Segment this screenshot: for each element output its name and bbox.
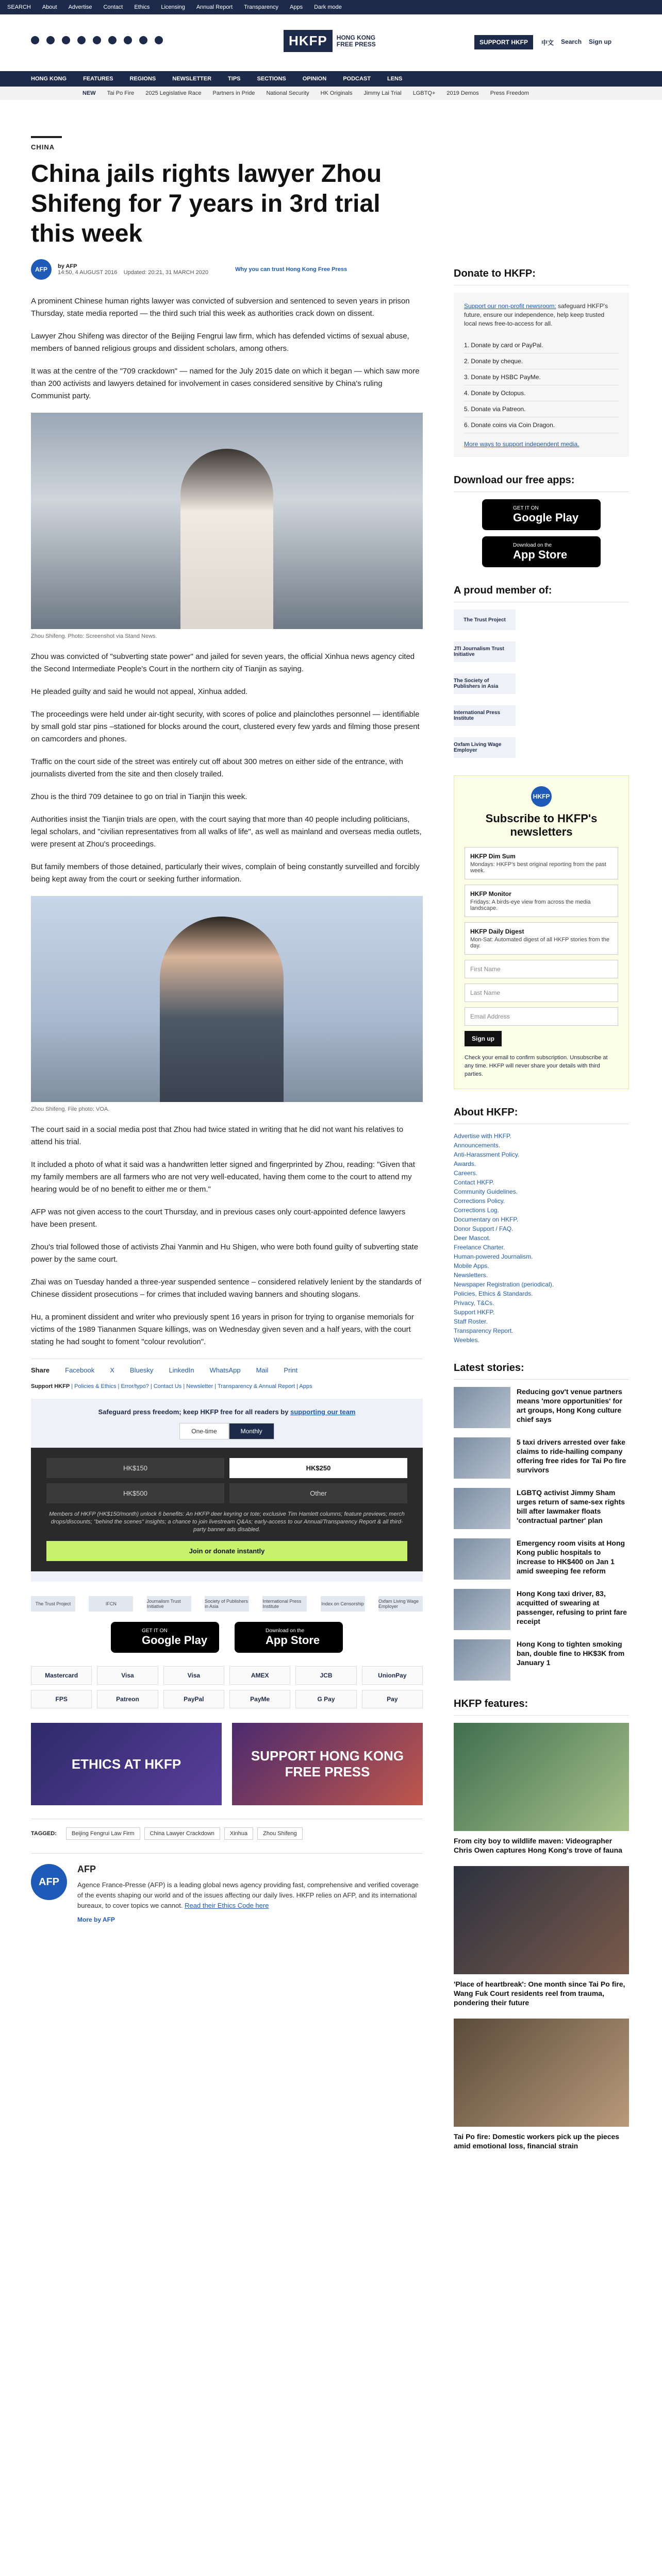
story-thumbnail (454, 1639, 510, 1681)
sign-up-button[interactable]: Sign up (465, 1031, 502, 1046)
article-body (31, 295, 423, 1348)
transparency-link[interactable]: Transparency & Annual Report (218, 1383, 295, 1389)
site-header (0, 14, 662, 71)
paragraph: Zhai was on Tuesday handed a three-year suspended sentence – considered relatively lenient by the standards of Chinese dissident prosecutions – for crimes that included waving banners and shouting slogans. (31, 1278, 422, 1299)
about-list (454, 1131, 629, 1345)
about-link[interactable]: Donor Support / FAQ. (454, 1225, 514, 1232)
article-photo (31, 896, 423, 1102)
support-promo[interactable]: SUPPORT HONG KONG FREE PRESS (232, 1723, 423, 1805)
new-label: NEW (82, 90, 96, 96)
sidebar-donate-intro (464, 302, 619, 328)
tag-link[interactable]: Zhou Shifeng (257, 1827, 302, 1840)
paragraph: Lawyer Zhou Shifeng was director of the Beijing Fengrui law firm, which has defended victims of sexual abuse, members of banned religious groups and dissident scholars, among others. (31, 332, 409, 353)
email-field[interactable]: Email Address (465, 1007, 618, 1026)
feature-image[interactable] (454, 1866, 629, 1974)
paragraph: The proceedings were held under air-tight security, with scores of police and plainclothes personnel — identifiable by small gold star pins –stationed for blocks around the court, clustered every few yards and filming those present on camcorders and phones. (31, 710, 420, 743)
paragraph: Zhou is the third 709 detainee to go on trial in Tianjin this week. (31, 792, 247, 801)
trending-link[interactable]: 2019 Demos (446, 90, 479, 96)
nav-item-regions[interactable]: REGIONS (129, 76, 156, 82)
amount-option[interactable]: HK$150 (46, 1458, 224, 1478)
app-store-small: Download on the (513, 542, 552, 548)
photo-caption: Zhou Shifeng. File photo: VOA. (31, 1106, 110, 1112)
social-icons (31, 36, 163, 44)
share-x-button[interactable]: X (110, 1366, 114, 1374)
google-pay-icon: G Pay (295, 1690, 356, 1708)
sidebar-latest-title: Latest stories: (454, 1362, 629, 1380)
trending-link[interactable]: Jimmy Lai Trial (363, 90, 402, 96)
logo-mark: HKFP (284, 30, 333, 52)
about-link[interactable]: Announcements. (454, 1142, 501, 1149)
about-link[interactable]: Newsletters. (454, 1272, 488, 1279)
newsletter-option-desc: Mondays: HKFP's best original reporting from the past week. (470, 861, 606, 874)
paragraph: It included a photo of what it said was a handwritten letter signed and fingerprinted by Zhou, reading: "Given that my family members are all farmers who are not very well-educated, having them come to the court to attend my hearing would be of no benefit to either me or them." (31, 1160, 415, 1194)
tag-link[interactable]: Beijing Fengrui Law Firm (66, 1827, 140, 1840)
paragraph: Zhou's trial followed those of activists Zhai Yanmin and Hu Shigen, who were both found guilty of subverting state power by the same court. (31, 1243, 419, 1264)
topbar-link-about[interactable]: About (42, 4, 57, 10)
author-box-bio (77, 1880, 423, 1911)
app-store-large: App Store (266, 1633, 320, 1647)
about-link[interactable]: Newspaper Registration (periodical). (454, 1281, 554, 1288)
features-list (454, 1723, 629, 2150)
newsletter-option-name: HKFP Daily Digest (470, 928, 524, 935)
about-link[interactable]: Support HKFP. (454, 1309, 495, 1316)
membership-benefits: Members of HKFP (HK$150/month) unlock 6 benefits: An HKFP deer keyring or tote; exclusive Tim Hamlett columns; feature previews; merch drops/discounts; "behind the scenes" insights; a chance to join livestream Q&As; early-access to our Annual/Transparency Report & all third-party banner ads disabled. (49, 1511, 405, 1533)
donate-option[interactable]: 6. Donate coins via Coin Dragon. (464, 417, 619, 433)
latest-story[interactable] (454, 1538, 629, 1580)
story-title: Hong Kong to tighten smoking ban, double fine to HK$3K from January 1 (517, 1640, 625, 1667)
apps-link[interactable]: Apps (299, 1383, 312, 1389)
amount-option[interactable]: HK$250 (229, 1458, 407, 1478)
header-right-links (541, 38, 611, 47)
donate-option[interactable]: 4. Donate by Octopus. (464, 385, 619, 401)
latest-story[interactable] (454, 1488, 629, 1529)
partner-logo[interactable]: Oxfam Living Wage Employer (378, 1596, 423, 1612)
photo-caption: Zhou Shifeng. Photo: Screenshot via Stand News. (31, 633, 157, 639)
linkedin-icon[interactable] (108, 36, 117, 44)
topbar-link-licensing[interactable]: Licensing (161, 4, 185, 10)
trending-link[interactable]: Tai Po Fire (107, 90, 135, 96)
partner-logo[interactable]: Society of Publishers in Asia (205, 1596, 249, 1612)
member-logo[interactable]: Oxfam Living Wage Employer (454, 737, 516, 758)
nav-item-opinion[interactable]: OPINION (302, 76, 327, 82)
newsletter-badge: HKFP (531, 786, 552, 807)
sidebar-features-title: HKFP features: (454, 1698, 629, 1716)
trending-link[interactable]: Press Freedom (490, 90, 529, 96)
partner-logos (31, 1596, 423, 1612)
apple-pay-icon: Pay (362, 1690, 423, 1708)
newsletter-title: Subscribe to HKFP's newsletters (485, 812, 598, 838)
sidebar-donate-intro-link[interactable]: Support our non-profit newsroom: (464, 302, 556, 310)
paragraph: He pleaded guilty and said he would not appeal, Xinhua added. (31, 687, 248, 696)
last-name-field[interactable]: Last Name (465, 984, 618, 1002)
author-bio-text: Agence France-Presse (AFP) is a leading global news agency providing fast, comprehensive and verified coverage of the events shaping our world and of the issues affecting our daily lives. HKFP relies on AFP, and its international bureaux, to cover topics we cannot. (77, 1881, 419, 1909)
story-title: Hong Kong taxi driver, 83, acquitted of swearing at passenger, refusing to print fare receipt (517, 1589, 627, 1625)
donate-option[interactable]: 3. Donate by HSBC PayMe. (464, 369, 619, 385)
newsletter-link[interactable]: Newsletter (186, 1383, 213, 1389)
about-link[interactable]: Privacy, T&Cs. (454, 1299, 494, 1307)
topbar-link-advertise[interactable]: Advertise (68, 4, 92, 10)
trending-bar (0, 87, 662, 100)
feature-image[interactable] (454, 2019, 629, 2127)
about-link[interactable]: Mobile Apps. (454, 1262, 489, 1269)
share-whatsapp-button[interactable]: WhatsApp (209, 1366, 241, 1374)
more-ways-link[interactable]: More ways to support independent media. (464, 440, 580, 448)
app-store-buttons (31, 1622, 423, 1653)
error-typo-link[interactable]: Error/typo? (121, 1383, 149, 1389)
logo-line-2: FREE PRESS (336, 40, 376, 48)
photo-subject (160, 917, 284, 1102)
share-linkedin-button[interactable]: LinkedIn (169, 1366, 194, 1374)
member-logo[interactable]: The Society of Publishers in Asia (454, 673, 516, 694)
category-rule (31, 136, 62, 138)
nav-item-hong-kong[interactable]: HONG KONG (31, 76, 67, 82)
latest-story[interactable] (454, 1437, 629, 1479)
mastercard-icon: Mastercard (31, 1666, 92, 1685)
sidebar-donate-intro-text: safeguard HKFP's future, ensure our independence, help keep trusted local news free-to-access for all. (464, 302, 608, 327)
feature-title[interactable]: From city boy to wildlife maven: Videographer Chris Owen captures Hong Kong's trove of fauna (454, 1837, 622, 1854)
threads-icon[interactable] (77, 36, 86, 44)
telegram-icon[interactable] (124, 36, 132, 44)
newsletter-option[interactable] (465, 885, 618, 917)
updated-date: Updated: 20:21, 31 MARCH 2020 (123, 269, 209, 276)
paragraph: But family members of those detained, particularly their wives, complain of being constantly surveilled and forcibly being kept away from the court or seeking further information. (31, 862, 420, 884)
nav-item-podcast[interactable]: PODCAST (343, 76, 371, 82)
newsletter-option[interactable] (465, 847, 618, 879)
paypal-icon: PayPal (163, 1690, 224, 1708)
story-thumbnail (454, 1589, 510, 1630)
about-link[interactable]: Careers. (454, 1170, 478, 1177)
payme-icon: PayMe (229, 1690, 290, 1708)
member-logo[interactable]: JTI Journalism Trust Initiative (454, 641, 516, 662)
sidebar (454, 268, 629, 2162)
donate-banner-link[interactable]: supporting our team (290, 1408, 356, 1416)
about-link[interactable]: Human-powered Journalism. (454, 1253, 533, 1260)
story-title: LGBTQ activist Jimmy Sham urges return of same-sex rights bill after lawmaker floats 'contractual partner' plan (517, 1488, 625, 1524)
app-store-large: App Store (513, 548, 568, 561)
main-nav (0, 71, 662, 87)
paragraph: A prominent Chinese human rights lawyer was convicted of subversion and sentenced to seven years in prison Thursday, state media reported — the third such trial this week as authorities crack down on dissent. (31, 297, 410, 318)
about-link[interactable]: Freelance Charter. (454, 1244, 505, 1251)
about-link[interactable]: Weebles. (454, 1336, 479, 1344)
share-print-button[interactable]: Print (284, 1366, 298, 1374)
about-link[interactable]: Policies, Ethics & Standards. (454, 1290, 533, 1297)
paragraph: Traffic on the court side of the street was entirely cut off about 300 metres on either side of the entrance, with journalists diverted from the site and then closely trailed. (31, 757, 403, 778)
share-bluesky-button[interactable]: Bluesky (129, 1366, 154, 1374)
paragraph: The court said in a social media post that Zhou had twice stated in writing that he did not want his relatives to attend his trial. (31, 1125, 404, 1146)
google-play-large: Google Play (513, 511, 579, 524)
google-play-small: GET IT ON (513, 505, 539, 511)
amount-option[interactable]: Other (229, 1483, 407, 1503)
about-link[interactable]: Documentary on HKFP. (454, 1216, 519, 1223)
amount-option[interactable]: HK$500 (46, 1483, 224, 1503)
tab-one-time[interactable]: One-time (179, 1423, 228, 1439)
visa-icon: Visa (97, 1666, 158, 1685)
google-play-large: Google Play (142, 1633, 208, 1647)
share-facebook-button[interactable]: Facebook (65, 1366, 95, 1374)
more-by-author-link[interactable]: More by AFP (77, 1916, 115, 1923)
google-play-button[interactable] (111, 1622, 219, 1653)
ethics-promo[interactable]: ETHICS AT HKFP (31, 1723, 222, 1805)
member-logos (454, 609, 629, 758)
story-thumbnail (454, 1387, 510, 1428)
sidebar-donate (454, 293, 629, 457)
trust-link[interactable]: Why you can trust Hong Kong Free Press (235, 266, 347, 273)
author-box-avatar[interactable]: AFP (31, 1864, 67, 1900)
newsletter-option-desc: Mon-Sat: Automated digest of all HKFP stories from the day. (470, 937, 610, 949)
photo-subject (180, 449, 273, 629)
partner-logo[interactable]: Journalism Trust Initiative (147, 1596, 191, 1612)
patreon-icon: Patreon (97, 1690, 158, 1708)
author-ethics-link[interactable]: Read their Ethics Code here (185, 1902, 269, 1909)
author-avatar[interactable]: AFP (31, 259, 52, 280)
donate-option[interactable]: 2. Donate by cheque. (464, 353, 619, 369)
promo-banners (31, 1723, 423, 1805)
about-link[interactable]: Anti-Harassment Policy. (454, 1151, 520, 1158)
paragraph: Hu, a prominent dissident and writer who previously spent 16 years in prison for trying to organise memorials for victims of the 1989 Tiananmen Square killings, was on Wednesday given seven and a half years, with the court stating he had sought to foment "colour revolution". (31, 1313, 414, 1346)
nav-item-tips[interactable]: TIPS (228, 76, 241, 82)
article-title: China jails rights lawyer Zhou Shifeng for 7 years in 3rd trial this week (31, 160, 382, 247)
feature-image[interactable] (454, 1723, 629, 1831)
google-play-button[interactable] (482, 499, 601, 530)
nav-item-lens[interactable]: LENS (387, 76, 403, 82)
search-icon[interactable]: Search (561, 38, 582, 45)
topbar-link-search[interactable]: SEARCH (7, 4, 31, 10)
feature-title[interactable]: 'Place of heartbreak': One month since Tai Po fire, Wang Fuk Court residents reel from trauma, pondering their future (454, 1980, 625, 2007)
story-title: Emergency room visits at Hong Kong public hospitals to increase to HK$400 on Jan 1 amid sweeping fee reform (517, 1539, 625, 1575)
about-link[interactable]: Contact HKFP. (454, 1179, 494, 1186)
payment-methods (31, 1666, 423, 1708)
topbar-link-transparency[interactable]: Transparency (244, 4, 278, 10)
publish-date: 14:50, 4 AUGUST 2016 (58, 269, 118, 276)
x-icon[interactable] (46, 36, 55, 44)
author-box-name[interactable]: AFP (77, 1864, 96, 1874)
donation-frequency-tabs (31, 1423, 423, 1439)
top-utility-bar (0, 0, 662, 14)
latest-story[interactable] (454, 1387, 629, 1428)
about-link[interactable]: Staff Roster. (454, 1318, 488, 1325)
sign-up-link[interactable]: Sign up (589, 38, 612, 45)
unionpay-icon: UnionPay (362, 1666, 423, 1685)
story-thumbnail (454, 1488, 510, 1529)
article-footer-links: Support HKFP | Policies & Ethics | Error/typo? | Contact Us | Newsletter | Transparency & Annual Report | Apps (31, 1383, 312, 1389)
fps-icon: FPS (31, 1690, 92, 1708)
policies-link[interactable]: Policies & Ethics (74, 1383, 117, 1389)
donation-amounts (46, 1458, 407, 1503)
instagram-icon[interactable] (62, 36, 70, 44)
visa-icon: Visa (163, 1666, 224, 1685)
latest-story[interactable] (454, 1589, 629, 1630)
story-title: Reducing gov't venue partners means 'more opportunities' for art groups, Hong Kong culture chief says (517, 1387, 623, 1423)
newsletter-option[interactable] (465, 922, 618, 955)
newsletter-note: Check your email to confirm subscription. Unsubscribe at any time. HKFP will never share your details with third parties. (465, 1055, 608, 1077)
trending-link[interactable]: HK Originals (320, 90, 353, 96)
about-link[interactable]: Community Guidelines. (454, 1188, 518, 1195)
story-title: 5 taxi drivers arrested over fake claims to ride-hailing company offering free rides for Tai Po fire survivors (517, 1438, 626, 1474)
about-link[interactable]: Corrections Policy. (454, 1197, 505, 1205)
paragraph: Authorities insist the Tianjin trials are open, with the court saying that more than 40 people including politicians, legal scholars, and "civilian representatives from all walks of life", as well as mainland and overseas media outlets, were present at Zhou's proceedings. (31, 815, 422, 849)
tag-link[interactable]: China Lawyer Crackdown (144, 1827, 220, 1840)
member-logo[interactable]: The Trust Project (454, 609, 516, 630)
app-store-button[interactable] (235, 1622, 343, 1653)
youtube-icon[interactable] (93, 36, 101, 44)
google-play-small: GET IT ON (142, 1628, 168, 1634)
paragraph: It was at the centre of the "709 crackdown" — named for the July 2015 date on which it began — which saw more than 200 activists and lawyers detained for involvement in cases considered sensitive by China's ruling Communist party. (31, 367, 420, 400)
donate-form (31, 1448, 423, 1571)
jcb-icon: JCB (295, 1666, 356, 1685)
sidebar-donate-title: Donate to HKFP: (454, 268, 629, 285)
latest-stories (454, 1387, 629, 1681)
contact-link[interactable]: Contact Us (153, 1383, 182, 1389)
tag-link[interactable]: Xinhua (224, 1827, 253, 1840)
article-tags (31, 1819, 423, 1840)
app-store-button[interactable] (482, 536, 601, 567)
topbar-link-contact[interactable]: Contact (103, 4, 123, 10)
author-box (31, 1853, 423, 1923)
topbar-link-annual-report[interactable]: Annual Report (196, 4, 233, 10)
amex-icon: AMEX (229, 1666, 290, 1685)
nav-item-features[interactable]: FEATURES (83, 76, 113, 82)
article-column (31, 103, 423, 1923)
donate-option[interactable]: 5. Donate via Patreon. (464, 401, 619, 417)
story-thumbnail (454, 1538, 510, 1580)
donate-banner-text (31, 1408, 423, 1416)
chinese-link[interactable]: 中文 (541, 39, 554, 46)
paragraph: Zhou was convicted of "subverting state power" and jailed for seven years, the official Xinhua news agency cited the Second Intermediate People's Court in the northern city of Tianjin as saying. (31, 652, 415, 673)
topbar-link-dark-mode[interactable]: Dark mode (314, 4, 342, 10)
support-hkfp-button[interactable]: SUPPORT HKFP (474, 35, 533, 49)
rss-icon[interactable] (155, 36, 163, 44)
newsletter-signup (454, 775, 629, 1089)
topbar-link-apps[interactable]: Apps (290, 4, 303, 10)
paragraph: AFP was not given access to the court Thursday, and in previous cases only court-appointed defence lawyers have been present. (31, 1208, 406, 1229)
first-name-field[interactable]: First Name (465, 960, 618, 978)
facebook-icon[interactable] (31, 36, 39, 44)
about-link[interactable]: Corrections Log. (454, 1207, 500, 1214)
join-donate-button[interactable]: Join or donate instantly (46, 1541, 407, 1561)
sidebar-member-title: A proud member of: (454, 585, 629, 602)
logo-line-1: HONG KONG (336, 33, 376, 41)
trending-link[interactable]: 2025 Legislative Race (145, 90, 202, 96)
article-photo (31, 413, 423, 629)
trending-link[interactable]: Partners in Pride (212, 90, 255, 96)
donate-banner-copy: Safeguard press freedom; keep HKFP free for all readers by (98, 1408, 289, 1416)
sidebar-apps-title: Download our free apps: (454, 474, 629, 492)
partner-logo[interactable]: International Press Institute (262, 1596, 307, 1612)
trending-link[interactable]: National Security (266, 90, 309, 96)
share-label: Share (31, 1366, 50, 1374)
sidebar-about-title: About HKFP: (454, 1107, 629, 1124)
newsletter-option-name: HKFP Dim Sum (470, 853, 516, 860)
newsletter-option-desc: Fridays: A birds-eye view from across the media landscape. (470, 899, 591, 911)
support-hkfp-link[interactable]: Support HKFP (31, 1383, 70, 1389)
newsletter-option-name: HKFP Monitor (470, 890, 511, 897)
about-link[interactable]: Awards. (454, 1160, 476, 1167)
story-thumbnail (454, 1437, 510, 1479)
partner-logo[interactable]: Index on Censorship (321, 1596, 365, 1612)
bluesky-icon[interactable] (139, 36, 147, 44)
tab-monthly[interactable]: Monthly (229, 1423, 274, 1439)
donate-option[interactable]: 1. Donate by card or PayPal. (464, 337, 619, 353)
about-link[interactable]: Deer Mascot. (454, 1234, 491, 1242)
feature-title[interactable]: Tai Po fire: Domestic workers pick up the pieces amid emotional loss, financial strain (454, 2132, 620, 2150)
byline (31, 259, 423, 280)
tags-label: TAGGED: (31, 1831, 57, 1837)
nav-item-newsletter[interactable]: NEWSLETTER (172, 76, 212, 82)
site-logo[interactable] (284, 30, 376, 52)
trending-link[interactable]: LGBTQ+ (412, 90, 436, 96)
about-link[interactable]: Transparency Report. (454, 1327, 514, 1334)
app-store-small: Download on the (266, 1628, 305, 1634)
topbar-link-ethics[interactable]: Ethics (134, 4, 150, 10)
latest-story[interactable] (454, 1639, 629, 1681)
article-category[interactable]: CHINA (31, 143, 55, 151)
share-mail-button[interactable]: Mail (256, 1366, 269, 1374)
member-logo[interactable]: International Press Institute (454, 705, 516, 726)
share-bar (31, 1359, 423, 1374)
nav-item-sections[interactable]: SECTIONS (257, 76, 286, 82)
author-name[interactable]: by AFP (58, 263, 77, 269)
partner-logo[interactable]: The Trust Project (31, 1596, 75, 1612)
donate-module (31, 1399, 423, 1582)
about-link[interactable]: Advertise with HKFP. (454, 1132, 511, 1140)
sidebar-app-buttons (454, 499, 629, 567)
logo-text (337, 35, 376, 48)
partner-logo[interactable]: IFCN (89, 1596, 133, 1612)
